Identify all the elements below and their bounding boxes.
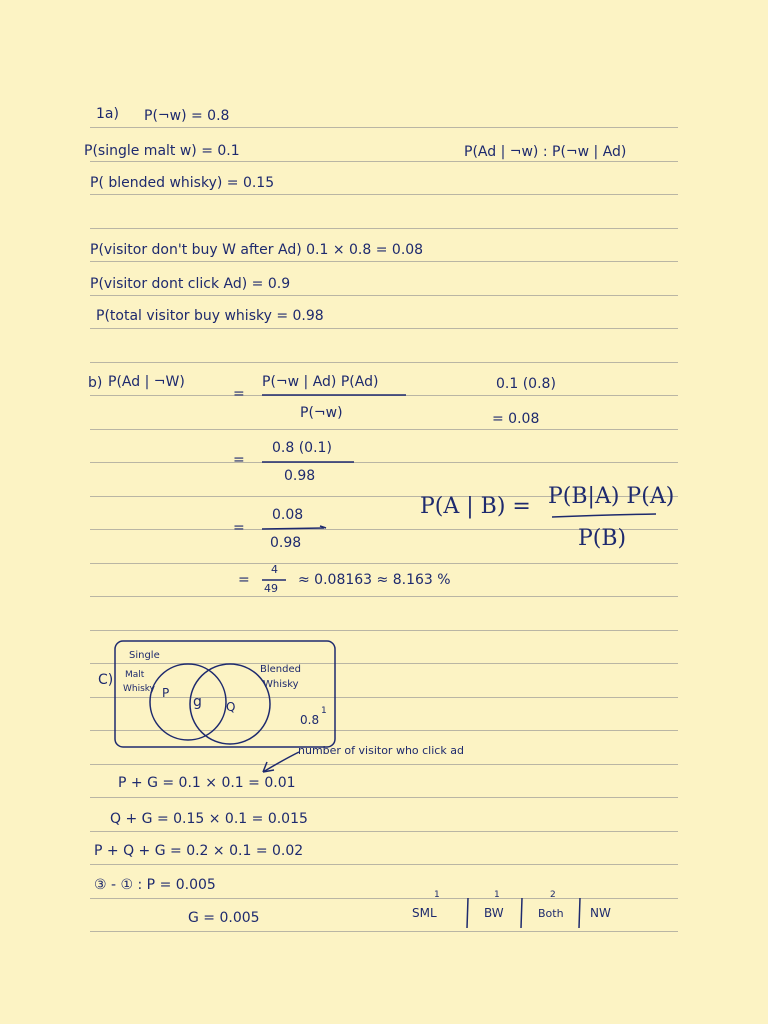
eq3-numerator: 0.08 — [272, 507, 304, 523]
rule-line — [90, 328, 678, 329]
prob-single-malt: P(single malt w) = 0.1 — [84, 143, 240, 159]
rule-line — [90, 931, 678, 932]
result-denominator: 49 — [264, 582, 278, 595]
table-divider — [466, 898, 470, 930]
venn-region-p: P — [162, 686, 170, 700]
side-calc-2: = 0.08 — [492, 411, 540, 427]
eq-p-plus-q-plus-g: P + Q + G = 0.2 × 0.1 = 0.02 — [94, 843, 304, 859]
rule-line — [90, 429, 678, 430]
table-divider — [578, 898, 582, 930]
rule-line — [90, 630, 678, 631]
eq-p-plus-g: P + G = 0.1 × 0.1 = 0.01 — [118, 775, 296, 791]
eq-q-plus-g: Q + G = 0.15 × 0.1 = 0.015 — [110, 811, 308, 827]
rule-line — [90, 898, 678, 899]
prob-no-click: P(visitor dont click Ad) = 0.9 — [90, 276, 291, 292]
part-b-label: b) — [88, 375, 103, 391]
rule-line — [90, 864, 678, 865]
venn-right-label-2: Whisky — [263, 679, 299, 690]
venn-outside-value: 0.8 — [300, 713, 320, 727]
table-mark-3: 2 — [550, 890, 556, 900]
eq2-numerator: 0.8 (0.1) — [272, 440, 332, 456]
venn-region-q: Q — [226, 700, 236, 714]
rule-line — [90, 563, 678, 564]
bayes-denominator: P(B) — [578, 526, 627, 551]
rule-line — [90, 764, 678, 765]
table-header-both: Both — [538, 907, 564, 920]
prob-no-buy-after-ad: P(visitor don't buy W after Ad) 0.1 × 0.8 = 0.08 — [90, 242, 424, 258]
result-approx: ≈ 0.08163 ≈ 8.163 % — [298, 572, 451, 588]
bayes-numerator: P(B|A) P(A) — [548, 484, 675, 509]
rule-line — [90, 362, 678, 363]
rule-line — [90, 295, 678, 296]
prob-total-buy: P(total visitor buy whisky = 0.98 — [96, 308, 324, 324]
rule-line — [90, 831, 678, 832]
venn-region-g: g — [193, 694, 202, 710]
venn-outside-sup: 1 — [321, 706, 327, 716]
rule-line — [90, 797, 678, 798]
table-mark-1: 1 — [434, 890, 440, 900]
eq3-fraction-bar — [262, 526, 334, 532]
rule-line — [90, 194, 678, 195]
part-c-label: C) — [98, 672, 114, 688]
table-mark-2: 1 — [494, 890, 500, 900]
table-divider — [520, 898, 524, 930]
eq1-fraction-bar — [262, 393, 412, 397]
venn-left-label-3: Whisky — [123, 684, 156, 694]
part-b-lhs: P(Ad | ¬W) — [108, 374, 185, 390]
prob-blended: P( blended whisky) = 0.15 — [90, 175, 275, 191]
venn-left-label-2: Malt — [125, 670, 145, 680]
eq2-fraction-bar — [262, 460, 362, 464]
rule-line — [90, 127, 678, 128]
bayes-lhs: P(A | B) = — [420, 494, 531, 519]
side-note: P(Ad | ¬w) : P(¬w | Ad) — [464, 144, 627, 160]
result-numerator: 4 — [271, 563, 278, 576]
rule-line — [90, 596, 678, 597]
eq1-numerator: P(¬w | Ad) P(Ad) — [262, 374, 379, 390]
eq3-sign: = — [233, 520, 245, 536]
table-header-sml: SML — [412, 906, 437, 920]
eq-difference: ③ - ① : P = 0.005 — [94, 877, 216, 893]
rule-line — [90, 462, 678, 463]
eq3-denominator: 0.98 — [270, 535, 302, 551]
rule-line — [90, 228, 678, 229]
bayes-fraction-bar — [552, 513, 662, 519]
side-calc-1: 0.1 (0.8) — [496, 376, 556, 392]
venn-right-label-1: Blended — [260, 664, 301, 675]
eq1-sign: = — [233, 386, 245, 402]
prob-not-whisky: P(¬w) = 0.8 — [144, 108, 230, 124]
table-header-nw: NW — [590, 906, 611, 920]
eq1-denominator: P(¬w) — [300, 405, 343, 421]
result-sign: = — [238, 572, 250, 588]
eq2-sign: = — [233, 452, 245, 468]
rule-line — [90, 161, 678, 162]
rule-line — [90, 261, 678, 262]
table-header-bw: BW — [484, 906, 504, 920]
annotation-text: number of visitor who click ad — [298, 744, 464, 757]
eq-g-value: G = 0.005 — [188, 910, 260, 926]
venn-left-circle — [150, 664, 226, 740]
part-a-label: 1a) — [96, 106, 119, 122]
eq2-denominator: 0.98 — [284, 468, 316, 484]
venn-left-label-1: Single — [129, 650, 160, 661]
